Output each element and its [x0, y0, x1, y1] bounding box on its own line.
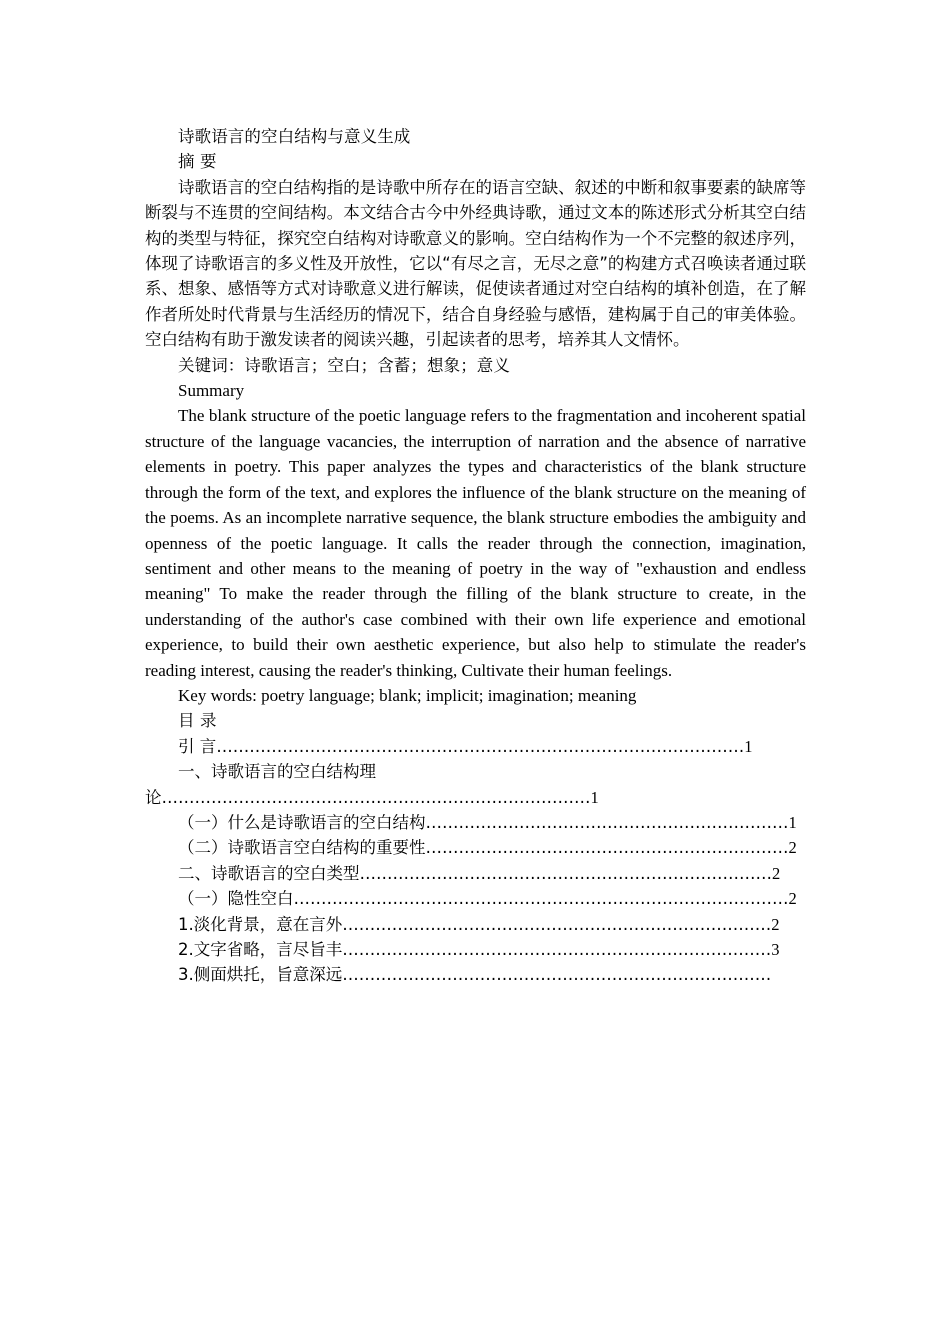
toc-dot-leader: ……………………………………………………………………: [342, 965, 772, 985]
toc-heading: 目 录: [178, 711, 217, 731]
toc-page-number: 1: [590, 787, 599, 807]
toc-entry[interactable]: [145, 912, 806, 937]
toc-dot-leader: ………………………………………………………………………………: [293, 889, 789, 909]
toc-page-number: 1: [744, 736, 753, 756]
toc-page-number: 3: [771, 940, 780, 959]
toc-entry[interactable]: [145, 810, 806, 835]
toc-page-number: 2: [788, 889, 797, 909]
toc-dot-leader: …………………………………………………………………: [359, 863, 772, 883]
toc-entry-label: （一）什么是诗歌语言的空白结构: [178, 812, 426, 832]
toc-entry[interactable]: [145, 734, 806, 759]
toc-entry-label: 3.侧面烘托，旨意深远: [178, 965, 343, 985]
toc-entry-label: 1.淡化背景，意在言外: [178, 914, 343, 934]
abstract-cn-body: 诗歌语言的空白结构指的是诗歌中所存在的语言空缺、叙述的中断和叙事要素的缺席等断裂与不连贯的空间结构。本文结合古今中外经典诗歌，通过文本的陈述形式分析其空白结构的类型与特征，探究空白结构对诗歌意义的影响。空白结构作为一个不完整的叙述序列，体现了诗歌语言的多义性及开放性，它以“有尽之言，无尽之意”的构建方式召唤读者通过联系、想象、感悟等方式对诗歌意义进行解读，促使读者通过对空白结构的填补创造，在了解作者所处时代背景与生活经历的情况下，结合自身经验与感悟，建构属于自己的审美体验。空白结构有助于激发读者的阅读兴趣，引起读者的思考，培养其人文情怀。: [145, 177, 806, 350]
toc-entry-label: （二）诗歌语言空白结构的重要性: [178, 838, 426, 858]
toc-dot-leader: …………………………………………………………: [425, 838, 789, 858]
toc-entry[interactable]: [145, 962, 806, 987]
abstract-cn-heading: 摘 要: [178, 152, 217, 172]
abstract-en-body: The blank structure of the poetic language refers to the fragmentation and incoherent spatial structure of the language vacancies, the interruption of narration and the absence of narrative elements in poetry. This paper analyzes the types and characteristics of the blank structure through the form of the text, and explores the influence of the blank structure on the meaning of the poems. As an incomplete narrative sequence, the blank structure embodies the ambiguity and openness of the poetic language. It calls the reader through the connection, imagination, sentiment and other means to the meaning of poetry in the way of "exhaustion and endless meaning" To make the reader through the filling of the blank structure to create, in the understanding of the author's case combined with their own life experience and emotional experience, to build their own aesthetic experience, but also help to stimulate the reader's reading interest, causing the reader's thinking, Cultivate their human feelings.: [145, 406, 806, 680]
page-title: 诗歌语言的空白结构与意义生成: [178, 127, 411, 146]
table-of-contents: [145, 734, 806, 988]
toc-entry-label: 一、诗歌语言的空白结构理论: [145, 762, 376, 807]
toc-entry-label: 引 言: [178, 736, 217, 756]
document-text-block: [145, 124, 806, 988]
toc-entry[interactable]: [145, 835, 806, 860]
toc-entry[interactable]: [145, 759, 806, 810]
toc-entry-label: （一）隐性空白: [178, 889, 294, 909]
toc-dot-leader: ……………………………………………………………………………………: [216, 736, 745, 756]
keywords-en: Key words: poetry language; blank; implicit; imagination; meaning: [178, 685, 637, 705]
toc-page-number: 2: [771, 914, 780, 934]
toc-page-number: 2: [788, 838, 797, 858]
toc-entry[interactable]: [145, 886, 806, 911]
abstract-en-heading: Summary: [178, 381, 245, 401]
keywords-cn: 关键词：诗歌语言；空白；含蓄；想象；意义: [178, 355, 510, 375]
toc-entry-label: 二、诗歌语言的空白类型: [178, 863, 360, 883]
toc-dot-leader: ……………………………………………………………………: [342, 914, 772, 934]
toc-dot-leader: ……………………………………………………………………: [342, 940, 772, 959]
toc-dot-leader: ……………………………………………………………………: [161, 787, 591, 807]
toc-page-number: 1: [788, 812, 797, 832]
toc-dot-leader: …………………………………………………………: [425, 812, 789, 832]
toc-page-number: 2: [772, 863, 781, 883]
toc-entry-label: 2.文字省略，言尽旨丰: [178, 940, 343, 959]
toc-entry[interactable]: [145, 937, 806, 962]
toc-entry[interactable]: [145, 861, 806, 886]
